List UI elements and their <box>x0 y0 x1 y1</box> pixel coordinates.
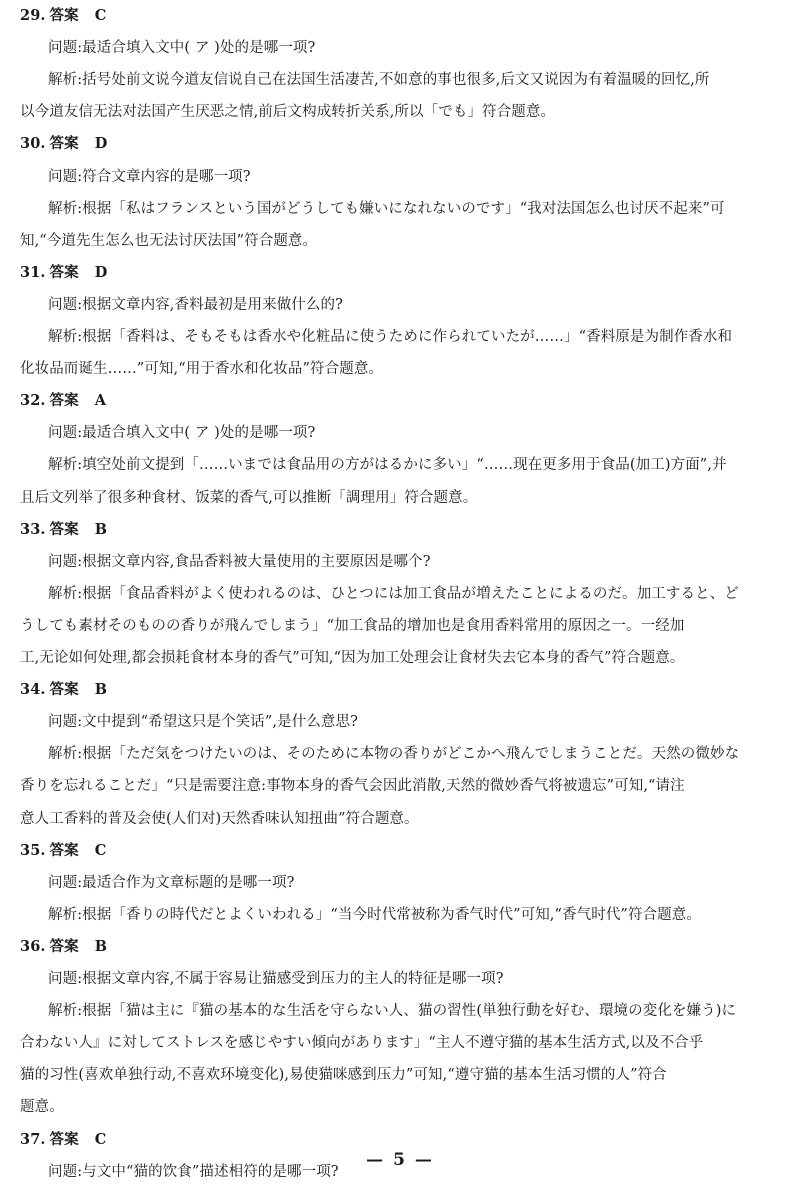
analysis-text: うしても素材そのものの香りが飛んでしまう」“加工食品的增加也是食用香料常用的原因之一。一经加 <box>20 617 685 634</box>
answer-label: 答案 <box>49 392 79 410</box>
question-number: 31. <box>20 263 46 281</box>
answer-header <box>20 134 107 154</box>
answer-label: 答案 <box>49 263 79 281</box>
question-number: 35. <box>20 841 46 859</box>
answer-header <box>20 6 106 26</box>
answer-label: 答案 <box>49 1130 79 1148</box>
answer-header <box>20 680 107 700</box>
analysis-text: 意人工香料的普及会使(人们对)天然香味认知扭曲”符合题意。 <box>20 810 419 827</box>
analysis-text: 解析:根据「香料は、そもそもは香水や化粧品に使うために作られていたが……」“香料原是为制作香水和 <box>48 329 733 345</box>
answer-choice: B <box>94 937 108 955</box>
answer-label: 答案 <box>49 841 79 859</box>
analysis-text: 化妆品而诞生……”可知,“用于香水和化妆品”符合题意。 <box>20 361 384 378</box>
analysis-text: 解析:根据「私はフランスという国がどうしても嫌いになれないのです」“我对法国怎么也讨厌不起来”可 <box>48 200 725 217</box>
analysis-text: 工,无论如何处理,都会损耗食材本身的香气”可知,“因为加工处理会让食材失去它本身的香气”符合题意。 <box>20 650 685 666</box>
answer-choice: B <box>94 520 108 538</box>
question-text: 问题:最适合填入文中( ア )处的是哪一项? <box>48 425 316 442</box>
question-number: 32. <box>20 392 46 410</box>
analysis-text: 解析:括号处前文说今道友信说自己在法国生活凄苦,不如意的事也很多,后文又说因为有着温暖的回忆,所 <box>48 72 710 89</box>
answer-choice: C <box>94 7 107 24</box>
analysis-text: 合わない人』に対してストレスを感じやすい傾向があります」“主人不遵守猫的基本生活方式,以及不合乎 <box>20 1035 704 1052</box>
answer-choice: D <box>94 135 108 153</box>
question-number: 36. <box>20 937 46 955</box>
analysis-text: 解析:填空处前文提到「……いまでは食品用の方がはるかに多い」“……现在更多用于食品(加工)方面”,并 <box>48 457 727 474</box>
page-number: — 5 — <box>366 1150 434 1170</box>
question-text: 问题:最适合作为文章标题的是哪一项? <box>48 874 295 891</box>
answer-header <box>20 1130 106 1150</box>
question-number: 29. <box>20 7 46 24</box>
answer-choice: B <box>94 681 108 699</box>
question-text: 问题:与文中“猫的饮食”描述相符的是哪一项? <box>48 1163 339 1180</box>
question-number: 37. <box>20 1130 46 1148</box>
answer-label: 答案 <box>49 681 79 699</box>
question-text: 问题:符合文章内容的是哪一项? <box>48 168 251 185</box>
answer-header <box>20 841 106 861</box>
answer-choice: A <box>94 392 107 410</box>
question-text: 问题:根据文章内容,不属于容易让猫感受到压力的主人的特征是哪一项? <box>48 971 504 987</box>
analysis-text: 猫的习性(喜欢单独行动,不喜欢环境变化),易使猫咪感到压力”可知,“遵守猫的基本生活习惯的人”符合 <box>20 1067 667 1084</box>
answer-label: 答案 <box>49 937 79 955</box>
question-text: 问题:最适合填入文中( ア )处的是哪一项? <box>48 40 316 57</box>
answer-label: 答案 <box>49 135 79 153</box>
answer-header <box>20 391 106 411</box>
question-number: 33. <box>20 520 46 538</box>
analysis-text: 以今道友信无法对法国产生厌恶之情,前后文构成转折关系,所以「でも」符合题意。 <box>20 104 556 121</box>
answer-choice: C <box>94 841 107 859</box>
analysis-text: 解析:根据「香りの時代だとよくいわれる」“当今时代常被称为香气时代”可知,“香气时代”符合题意。 <box>48 906 701 923</box>
answer-header <box>20 263 107 283</box>
analysis-text: 且后文列举了很多种食材、饭菜的香气,可以推断「調理用」符合题意。 <box>20 489 478 506</box>
question-number: 34. <box>20 681 46 699</box>
question-text: 问题:根据文章内容,食品香料被大量使用的主要原因是哪个? <box>48 553 431 570</box>
analysis-text: 香りを忘れることだ」“只是需要注意:事物本身的香气会因此消散,天然的微妙香气将被遗忘”可知,“请注 <box>20 778 685 795</box>
analysis-text: 题意。 <box>20 1099 64 1116</box>
question-text: 问题:文中提到“希望这只是个笑话”,是什么意思? <box>48 714 358 731</box>
analysis-text: 解析:根据「猫は主に『猫の基本的な生活を守らない人、猫の習性(単独行動を好む、環境の変化を嫌う)に <box>48 1003 737 1020</box>
answer-header <box>20 520 107 540</box>
analysis-text: 解析:根据「ただ気をつけたいのは、そのために本物の香りがどこかへ飛んでしまうことだ。天然の微妙な <box>48 746 740 763</box>
analysis-text: 解析:根据「食品香料がよく使われるのは、ひとつには加工食品が増えたことによるのだ。加工すると、ど <box>48 585 739 602</box>
answer-choice: D <box>94 263 108 281</box>
question-number: 30. <box>20 135 46 153</box>
question-text: 问题:根据文章内容,香料最初是用来做什么的? <box>48 296 343 313</box>
answer-label: 答案 <box>49 7 79 24</box>
answer-choice: C <box>94 1130 107 1148</box>
answer-label: 答案 <box>49 520 79 538</box>
answer-header <box>20 937 107 957</box>
analysis-text: 知,“今道先生怎么也无法讨厌法国”符合题意。 <box>20 232 318 249</box>
